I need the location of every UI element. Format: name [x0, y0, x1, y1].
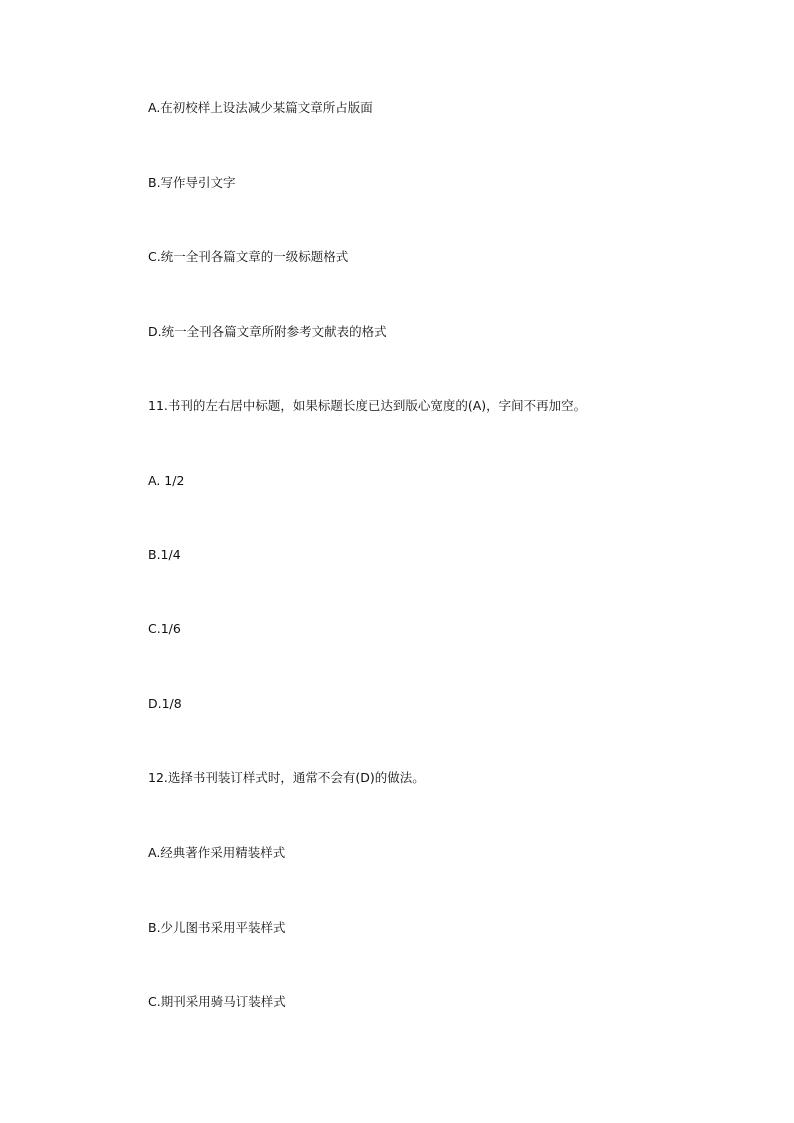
question-11-option-d: D.1/8: [148, 696, 182, 711]
question-11-option-c: C.1/6: [148, 621, 181, 636]
question-12-option-a: A.经典著作采用精装样式: [148, 845, 286, 860]
question-11-text: 11.书刊的左右居中标题，如果标题长度已达到版心宽度的(A)，字间不再加空。: [148, 398, 587, 413]
question-12-text: 12.选择书刊装订样式时，通常不会有(D)的做法。: [148, 770, 425, 785]
option-b-text: B.写作导引文字: [148, 175, 236, 190]
question-12-option-b: B.少儿图书采用平装样式: [148, 920, 286, 935]
option-a-text: A.在初校样上设法减少某篇文章所占版面: [148, 100, 373, 115]
question-11-option-b: B.1/4: [148, 547, 181, 562]
option-d-text: D.统一全刊各篇文章所附参考文献表的格式: [148, 324, 387, 339]
option-c-text: C.统一全刊各篇文章的一级标题格式: [148, 249, 349, 264]
question-11-option-a: A. 1/2: [148, 473, 185, 488]
question-12-option-c: C.期刊采用骑马订装样式: [148, 994, 286, 1009]
